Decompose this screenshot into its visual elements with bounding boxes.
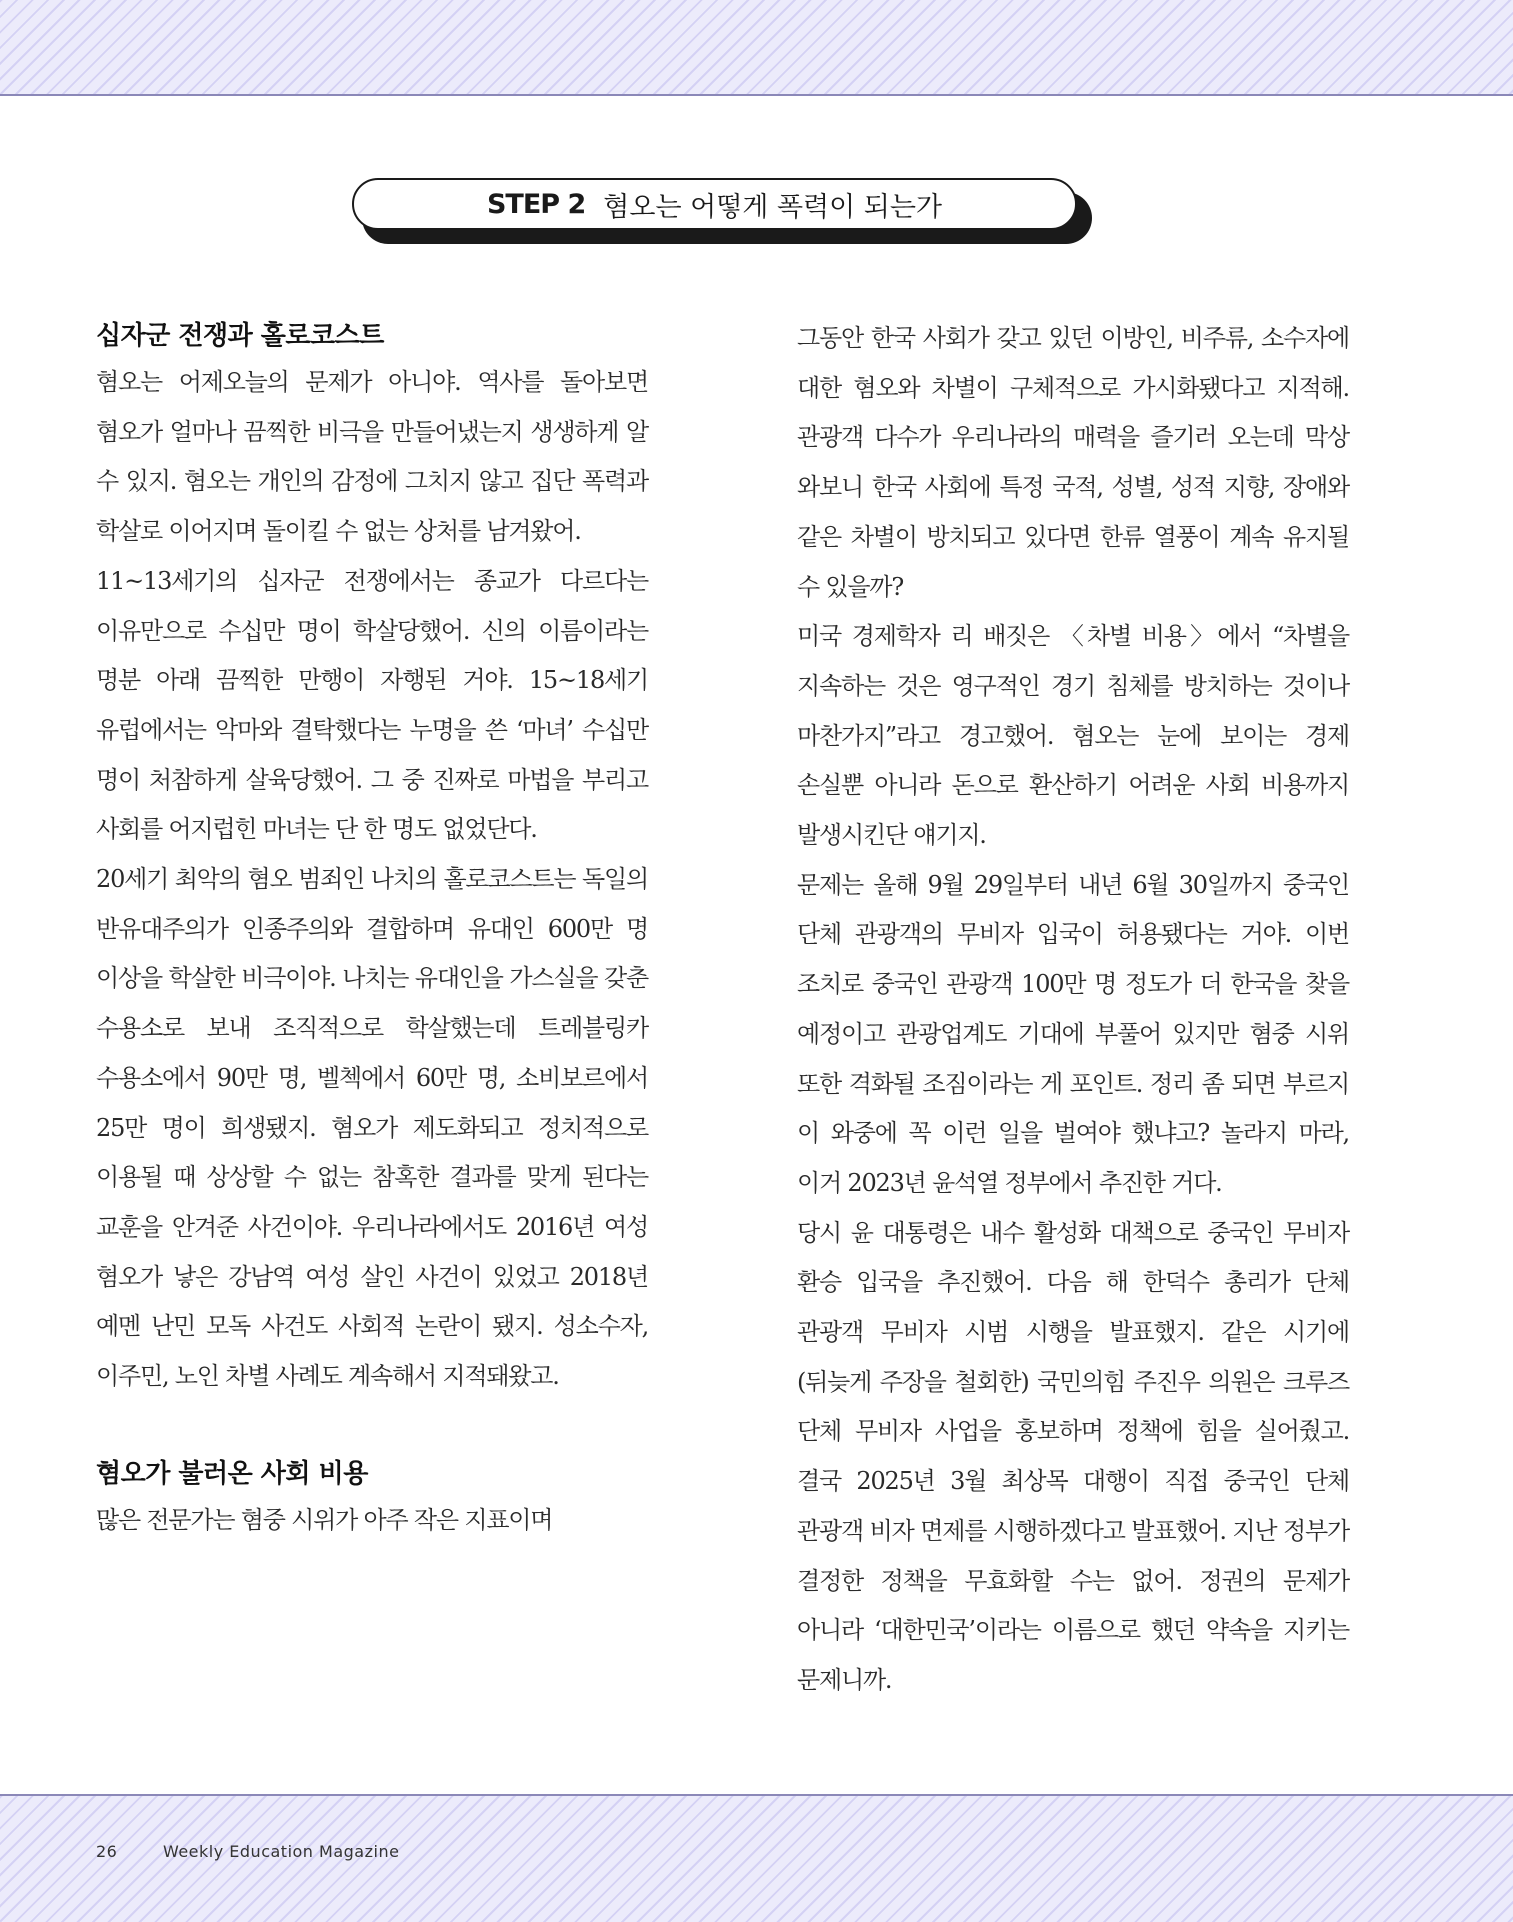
right-column [797,314,1349,1706]
page-footer [96,1842,399,1861]
paragraph: 문제는 올해 9월 29일부터 내년 6월 30일까지 중국인 단체 관광객의 무비자 입국이 허용됐다는 거야. 이번 조치로 중국인 관광객 100만 명 정도가 더 한국을 찾을 예정이고 관광업계도 기대에 부풀어 있지만 혐중 시위 또한 격화될 조짐이라는 게 포인트. 정리 좀 되면 부르지 이 와중에 꼭 이런 일을 벌여야 했냐고? 놀라지 마라, 이거 2023년 윤석열 정부에서 추진한 거다. [797,870,1349,1197]
step-header [352,178,1092,248]
top-decorative-band [0,0,1513,96]
paragraph: 20세기 최악의 혐오 범죄인 나치의 홀로코스트는 독일의 반유대주의가 인종주의와 결합하며 유대인 600만 명 이상을 학살한 비극이야. 나치는 유대인을 가스실을 갖춘 수용소로 보내 조직적으로 학살했는데 트레블링카 수용소에서 90만 명, 벨첵에서 60만 명, 소비보르에서 25만 명이 희생됐지. 혐오가 제도화되고 정치적으로 이용될 때 상상할 수 없는 참혹한 결과를 맞게 된다는 교훈을 안겨준 사건이야. 우리나라에서도 2016년 여성 혐오가 낳은 강남역 여성 살인 사건이 있었고 2018년 예멘 난민 모독 사건도 사회적 논란이 됐지. 성소수자, 이주민, 노인 차별 사례도 계속해서 지적돼왔고. [96,865,648,1391]
section-title-social-cost: 혐오가 불러온 사회 비용 [96,1458,368,1489]
step-header-pill [352,178,1077,230]
paragraph: 미국 경제학자 리 배짓은 〈차별 비용〉에서 “차별을 지속하는 것은 영구적인 경기 침체를 방치하는 것이나 마찬가지”라고 경고했어. 혐오는 눈에 보이는 경제 손실뿐 아니라 돈으로 환산하기 어려운 사회 비용까지 발생시킨단 얘기지. [797,622,1349,850]
paragraph: 11~13세기의 십자군 전쟁에서는 종교가 다르다는 이유만으로 수십만 명이 학살당했어. 신의 이름이라는 명분 아래 끔찍한 만행이 자행된 거야. 15~18세기 유럽에서는 악마와 결탁했다는 누명을 쓴 ‘마녀’ 수십만 명이 처참하게 살육당했어. 그 중 진짜로 마법을 부리고 사회를 어지럽힌 마녀는 단 한 명도 없었단다. [96,566,648,844]
left-column [96,314,648,1545]
paragraph: 혐오는 어제오늘의 문제가 아니야. 역사를 돌아보면 혐오가 얼마나 끔찍한 비극을 만들어냈는지 생생하게 알 수 있지. 혐오는 개인의 감정에 그치지 않고 집단 폭력과 학살로 이어지며 돌이킬 수 없는 상처를 남겨왔어. [96,368,648,546]
paragraph: 당시 윤 대통령은 내수 활성화 대책으로 중국인 무비자 환승 입국을 추진했어. 다음 해 한덕수 총리가 단체 관광객 무비자 시범 시행을 발표했지. 같은 시기에 (뒤늦게 주장을 철회한) 국민의힘 주진우 의원은 크루즈 단체 무비자 사업을 홍보하며 정책에 힘을 실어줬고. 결국 2025년 3월 최상목 대행이 직접 중국인 단체 관광객 비자 면제를 시행하겠다고 발표했어. 지난 정부가 결정한 정책을 무효화할 수는 없어. 정권의 문제가 아니라 ‘대한민국’이라는 이름으로 했던 약속을 지키는 문제니까. [797,1218,1349,1694]
step-label: STEP 2 [486,188,586,220]
magazine-name: Weekly Education Magazine [162,1842,400,1861]
paragraph: 많은 전문가는 혐중 시위가 아주 작은 지표이며 [96,1505,553,1534]
paragraph: 그동안 한국 사회가 갖고 있던 이방인, 비주류, 소수자에 대한 혐오와 차별이 구체적으로 가시화됐다고 지적해. 관광객 다수가 우리나라의 매력을 즐기러 오는데 막상 와보니 한국 사회에 특정 국적, 성별, 성적 지향, 장애와 같은 차별이 방치되고 있다면 한류 열풍이 계속 유지될 수 있을까? [797,324,1349,601]
page-number: 26 [96,1842,118,1861]
step-title: 혐오는 어떻게 폭력이 되는가 [603,191,943,223]
section-title-crusades-holocaust: 십자군 전쟁과 홀로코스트 [96,321,384,351]
